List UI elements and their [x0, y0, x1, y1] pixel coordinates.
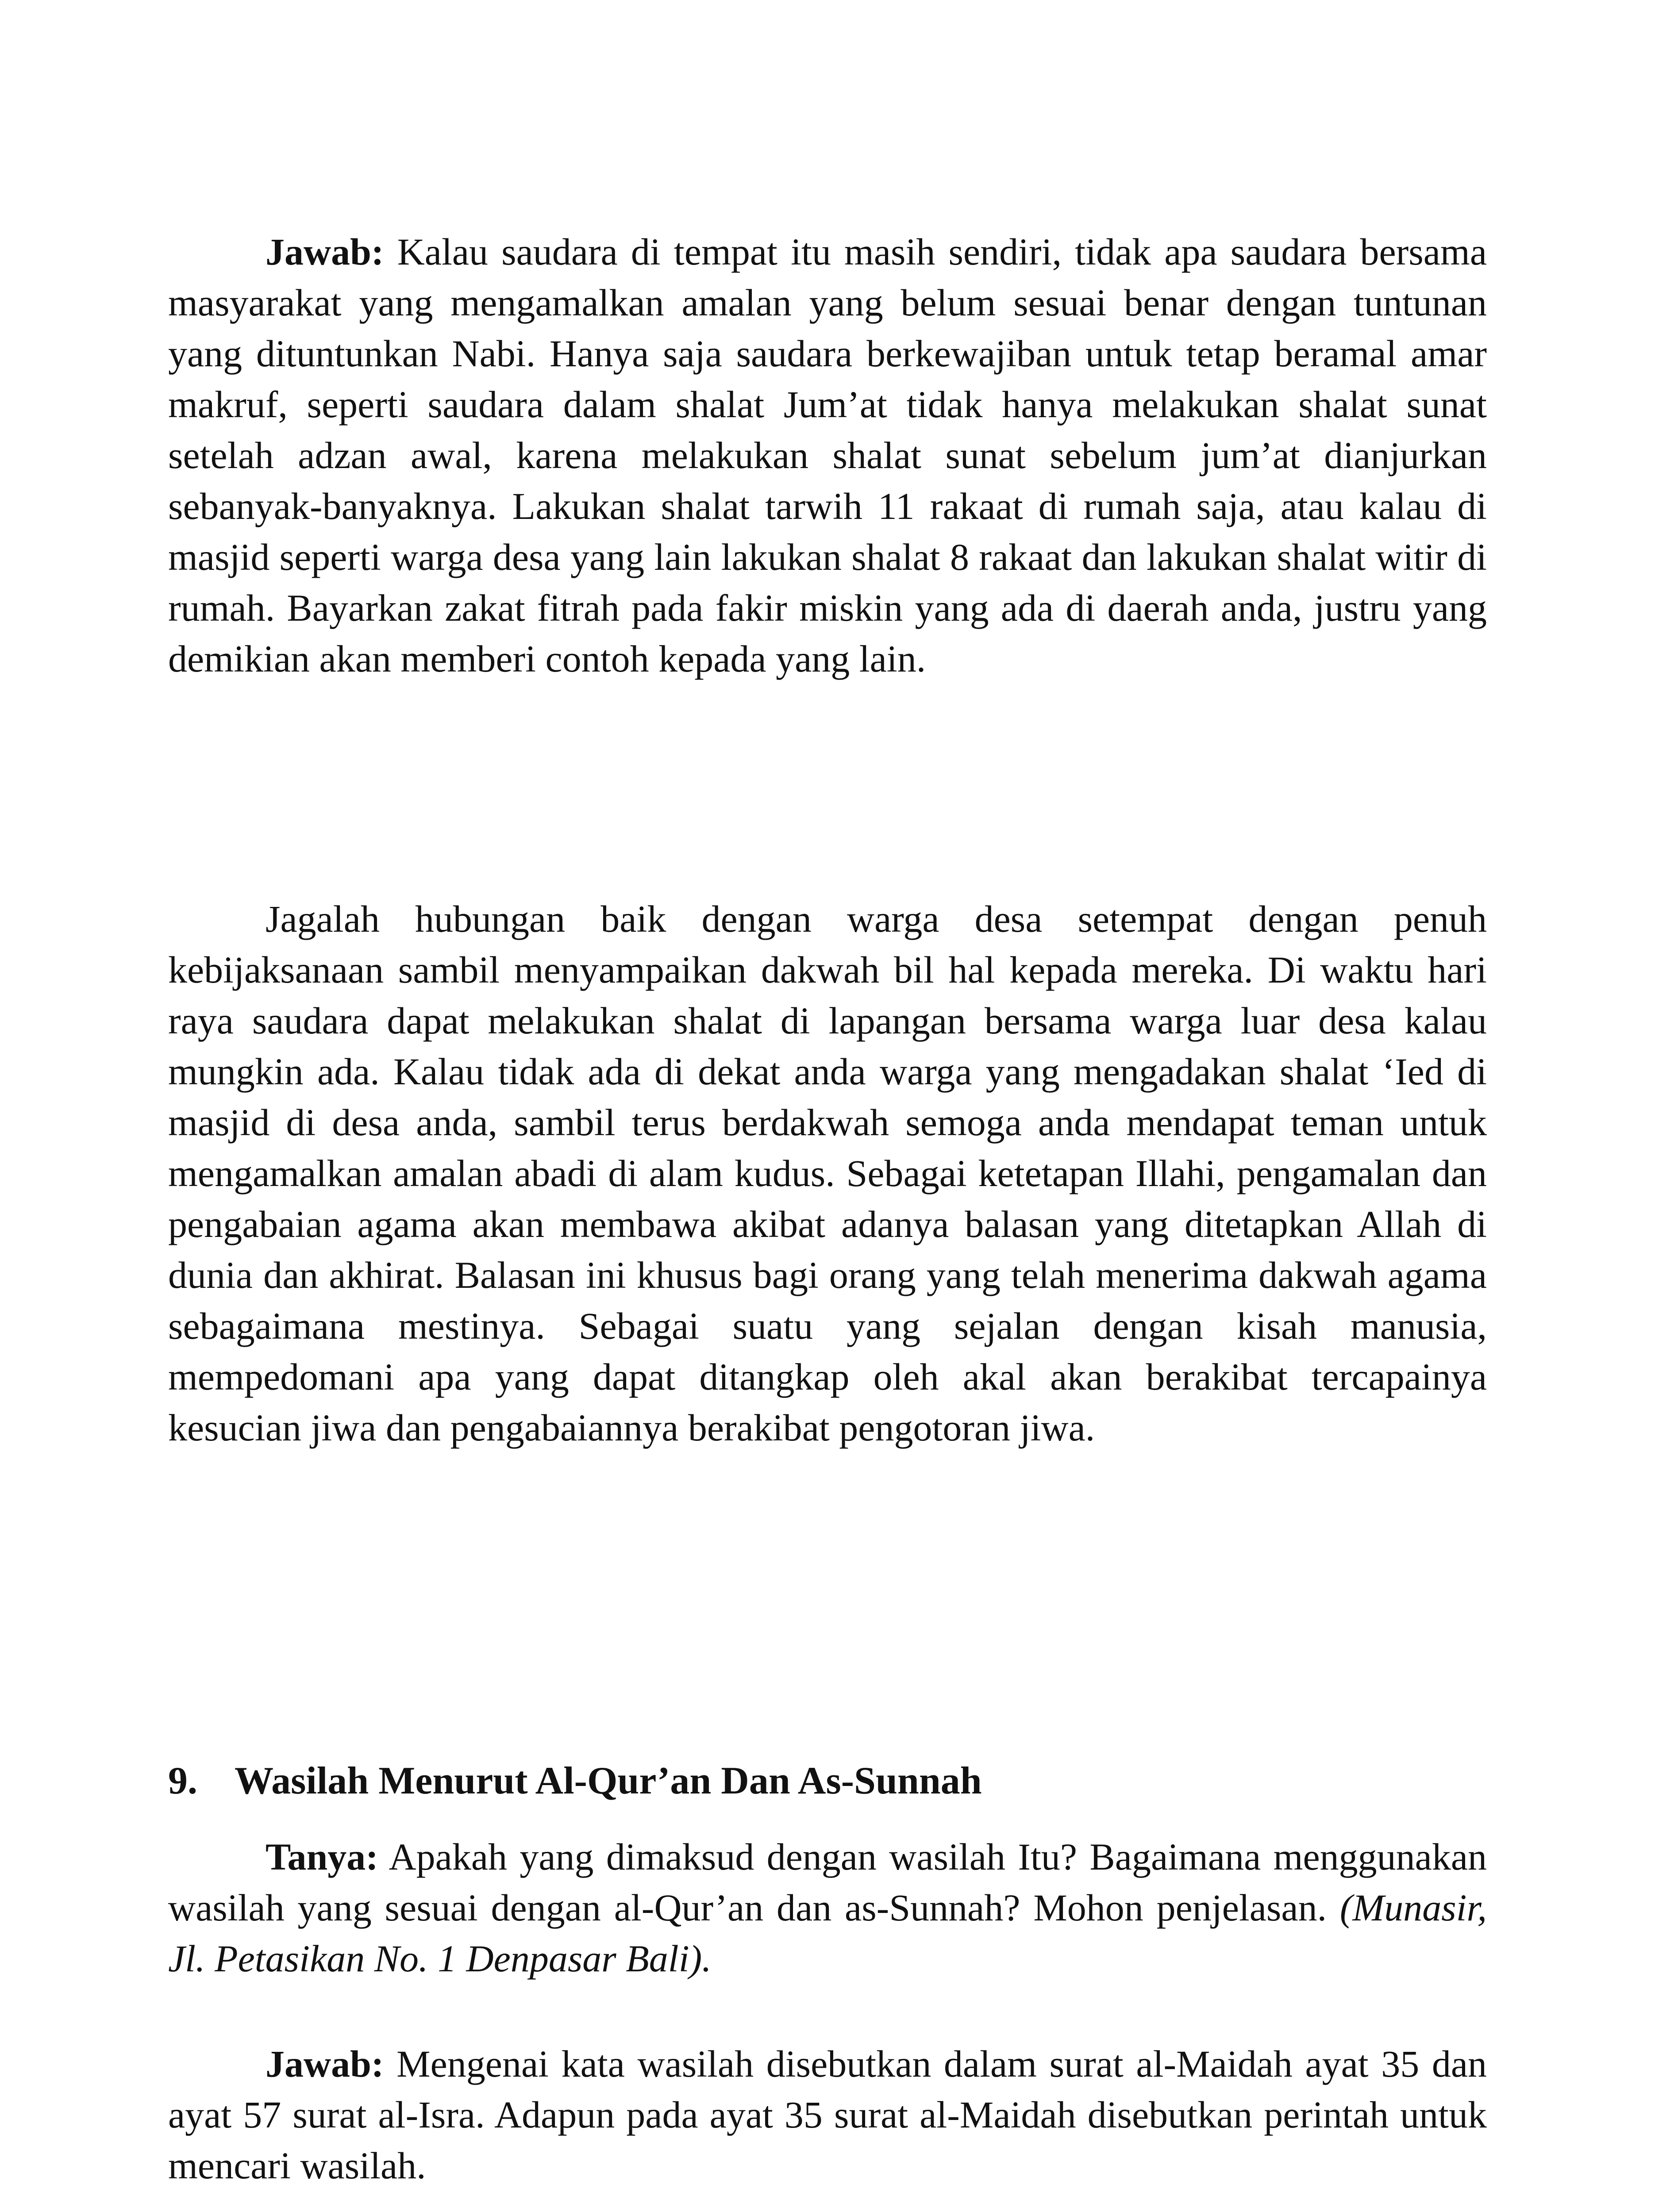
question-paragraph: [168, 1832, 1487, 1984]
answer-text: Kalau saudara di tempat itu masih sendiri, tidak apa saudara bersama masyarakat yang mengamalkan amalan yang belum sesuai benar dengan tuntunan yang dituntunkan Nabi. Hanya saja saudara berkewajiban untuk tetap beramal amar makruf, seperti saudara dalam shalat Jum’at tidak hanya melakukan shalat sunat setelah adzan awal, karena melakukan shalat sunat sebelum jum’at dianjurkan sebanyak-banyaknya. Lakukan shalat tarwih 11 rakaat di rumah saja, atau kalau di masjid seperti warga desa yang lain lakukan shalat 8 rakaat dan lakukan shalat witir di rumah. Bayarkan zakat fitrah pada fakir miskin yang ada di daerah anda, justru yang demikian akan memberi contoh kepada yang lain.: [168, 230, 1487, 680]
paragraph-block-2: [168, 894, 1487, 1453]
question-block: [168, 1832, 1487, 1984]
section-heading-block: [168, 1755, 1487, 1806]
section-heading: [168, 1755, 1487, 1806]
answer-label: Jawab:: [266, 230, 384, 273]
answer-block-2: [168, 2039, 1487, 2191]
answer-paragraph-2: [168, 2039, 1487, 2191]
section-title: Wasilah Menurut Al-Qur’an Dan As-Sunnah: [235, 1759, 982, 1802]
body-paragraph: Jagalah hubungan baik dengan warga desa setempat dengan penuh kebijaksanaan sambil menyampaikan dakwah bil hal kepada mereka. Di waktu hari raya saudara dapat melakukan shalat di lapangan bersama warga luar desa kalau mungkin ada. Kalau tidak ada di dekat anda warga yang mengadakan shalat ‘Ied di masjid di desa anda, sambil terus berdakwah semoga anda mendapat teman untuk mengamalkan amalan abadi di alam kudus. Sebagai ketetapan Illahi, pengamalan dan pengabaian agama akan membawa akibat adanya balasan yang ditetapkan Allah di dunia dan akhirat. Balasan ini khusus bagi orang yang telah menerima dakwah agama sebagaimana mestinya. Sebagai suatu yang sejalan dengan kisah manusia, mempedomani apa yang dapat ditangkap oleh akal akan berakibat tercapainya kesucian jiwa dan pengabaiannya berakibat pengotoran jiwa.: [168, 898, 1487, 1449]
answer-label: Jawab:: [266, 2043, 384, 2085]
question-label: Tanya:: [266, 1836, 378, 1878]
question-citation: (Munasir, Jl. Petasikan No. 1 Denpasar Bali).: [168, 1886, 1487, 1980]
question-text: Apakah yang dimaksud dengan wasilah Itu? Bagaimana menggunakan wasilah yang sesuai dengan al-Qur’an dan as-Sunnah? Mohon penjelasan.: [168, 1836, 1487, 1929]
answer-paragraph-1: [168, 227, 1487, 684]
answer-block-1: [168, 227, 1487, 684]
answer-text: Mengenai kata wasilah disebutkan dalam surat al-Maidah ayat 35 dan ayat 57 surat al-Isra. Adapun pada ayat 35 surat al-Maidah disebutkan perintah untuk mencari wasilah.: [168, 2043, 1487, 2187]
section-number: 9.: [168, 1759, 197, 1802]
